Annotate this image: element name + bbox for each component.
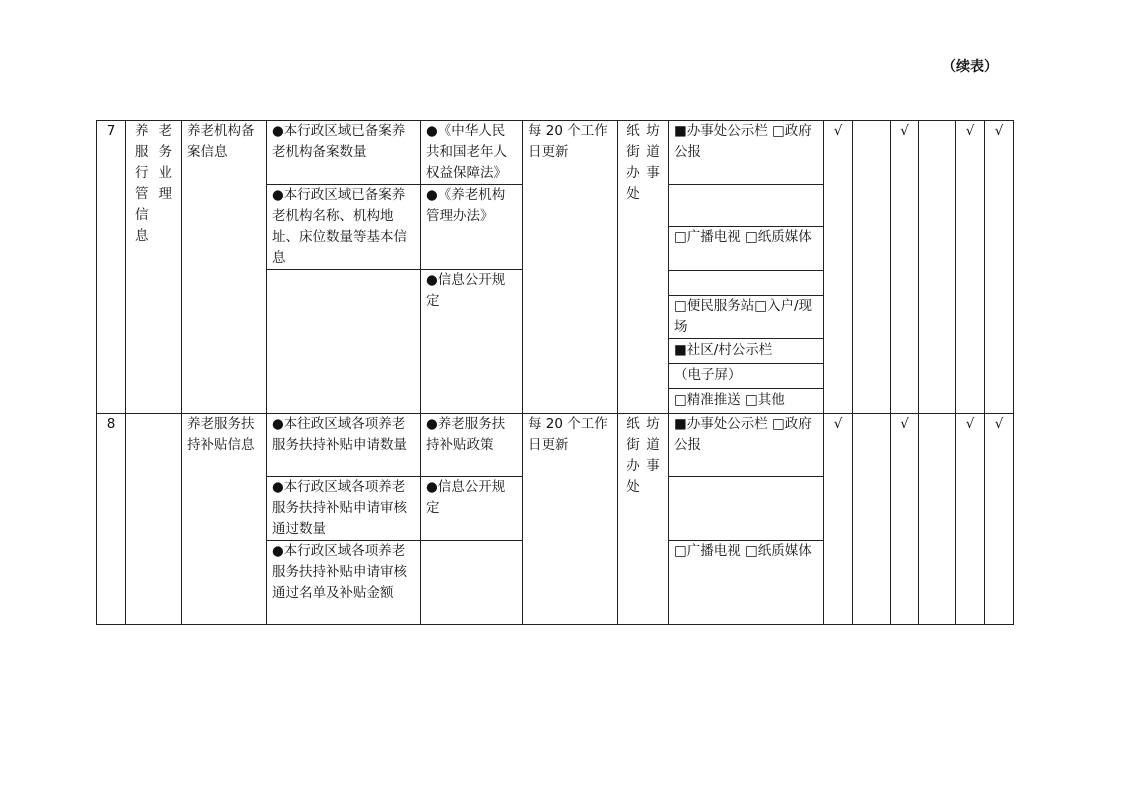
subject-char: 纸 xyxy=(626,416,640,432)
category-char: 信息 xyxy=(135,207,149,244)
subject-char: 处 xyxy=(626,186,640,202)
item-name: 养老机构备案信息 xyxy=(182,121,267,414)
check-mark xyxy=(853,414,891,625)
continuation-label: （续表） xyxy=(942,59,998,75)
basis-cell: ●信息公开规定 xyxy=(421,477,523,541)
item-name: 养老服务扶持补贴信息 xyxy=(182,414,267,625)
subject-char: 处 xyxy=(626,479,640,495)
subject-char: 街 xyxy=(626,144,640,160)
content-cell: ●本行政区域各项养老服务扶持补贴申请审核通过名单及补贴金额 xyxy=(267,541,421,625)
check-mark: √ xyxy=(824,121,853,414)
check-mark xyxy=(919,414,956,625)
check-mark: √ xyxy=(956,121,985,414)
category-char: 行 xyxy=(135,165,149,181)
channel-cell xyxy=(669,271,824,296)
channel-stack xyxy=(669,339,824,414)
subject-char: 办 xyxy=(626,458,640,474)
basis-cell: ●信息公开规定 xyxy=(421,270,523,414)
row-number: 7 xyxy=(97,121,126,414)
content-cell xyxy=(267,270,421,414)
content-cell: ●本往政区域各项养老服务扶持补贴申请数量 xyxy=(267,414,421,477)
channel-cell: □广播电视 □纸质媒体 xyxy=(669,227,824,271)
basis-cell: ●《中华人民共和国老年人权益保障法》 xyxy=(421,121,523,185)
channel-cell xyxy=(669,477,824,541)
timing-cell: 每 20 个工作日更新 xyxy=(523,414,618,625)
category-cell xyxy=(126,414,182,625)
subject-cell xyxy=(618,121,669,414)
subject-char: 事 xyxy=(646,165,660,181)
disclosure-table xyxy=(96,120,1014,625)
channel-line: ■社区/村公示栏 xyxy=(669,339,823,364)
basis-cell: ●养老服务扶持补贴政策 xyxy=(421,414,523,477)
channel-cell: ■办事处公示栏 □政府公报 xyxy=(669,121,824,185)
category-char: 服 xyxy=(135,144,149,160)
subject-char: 坊 xyxy=(646,123,660,139)
basis-cell xyxy=(421,541,523,625)
subject-char: 纸 xyxy=(626,123,640,139)
category-char: 养 xyxy=(135,123,149,139)
check-mark: √ xyxy=(891,414,919,625)
channel-cell: □便民服务站□入户/现场 xyxy=(669,296,824,339)
row-number: 8 xyxy=(97,414,126,625)
check-mark: √ xyxy=(824,414,853,625)
check-mark: √ xyxy=(985,414,1014,625)
content-cell: ●本行政区域已备案养老机构备案数量 xyxy=(267,121,421,185)
subject-cell xyxy=(618,414,669,625)
content-cell: ●本行政区域已备案养老机构名称、机构地址、床位数量等基本信息 xyxy=(267,185,421,270)
subject-char: 道 xyxy=(646,144,660,160)
check-mark xyxy=(853,121,891,414)
category-cell xyxy=(126,121,182,414)
category-char: 务 xyxy=(158,144,172,160)
timing-cell: 每 20 个工作日更新 xyxy=(523,121,618,414)
channel-cell: □广播电视 □纸质媒体 xyxy=(669,541,824,625)
category-char: 业 xyxy=(158,165,172,181)
subject-char: 道 xyxy=(646,437,660,453)
channel-line: □精准推送 □其他 xyxy=(674,392,785,408)
channel-cell: ■办事处公示栏 □政府公报 xyxy=(669,414,824,477)
check-mark: √ xyxy=(985,121,1014,414)
basis-cell: ●《养老机构管理办法》 xyxy=(421,185,523,270)
category-char: 老 xyxy=(158,123,172,139)
check-mark: √ xyxy=(891,121,919,414)
channel-cell xyxy=(669,185,824,227)
check-mark xyxy=(919,121,956,414)
subject-char: 办 xyxy=(626,165,640,181)
channel-line: （电子屏） xyxy=(669,364,823,389)
content-cell: ●本行政区域各项养老服务扶持补贴申请审核通过数量 xyxy=(267,477,421,541)
category-char: 理 xyxy=(158,186,172,202)
subject-char: 街 xyxy=(626,437,640,453)
subject-char: 坊 xyxy=(646,416,660,432)
check-mark: √ xyxy=(956,414,985,625)
category-char: 管 xyxy=(135,186,149,202)
subject-char: 事 xyxy=(646,458,660,474)
